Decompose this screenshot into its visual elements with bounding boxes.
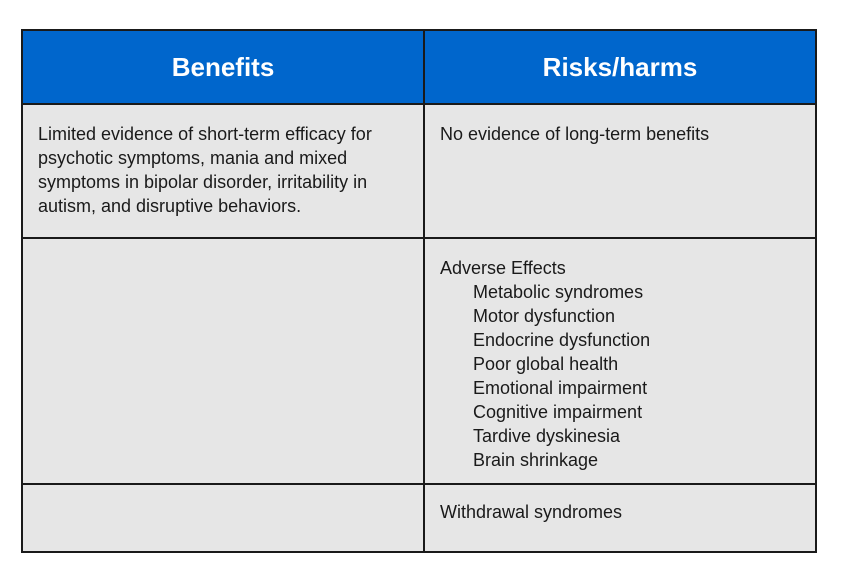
list-item: Tardive dyskinesia: [473, 426, 621, 446]
list-item: Endocrine dysfunction: [473, 330, 651, 350]
benefits-cell: [22, 484, 424, 552]
list-item: Emotional impairment: [473, 378, 648, 398]
list-item: Poor global health: [473, 354, 619, 374]
table-row: [22, 484, 816, 552]
adverse-effects-title: Adverse Effects: [440, 258, 566, 278]
list-item: Motor dysfunction: [473, 306, 616, 326]
table-row: [22, 238, 816, 484]
benefits-risks-table: [21, 29, 817, 553]
benefits-cell: [22, 238, 424, 484]
benefits-cell: Limited evidence of short-term efficacy for psychotic symptoms, mania and mixed symptoms in bipolar disorder, irritability in autism, and disruptive behaviors.: [22, 104, 424, 238]
risks-cell: No evidence of long-term benefits: [424, 104, 816, 238]
list-item: Metabolic syndromes: [473, 282, 644, 302]
list-item: Brain shrinkage: [473, 450, 599, 470]
header-row: [22, 30, 816, 104]
benefits-header: Benefits: [22, 30, 424, 104]
risks-cell: Withdrawal syndromes: [424, 484, 816, 552]
adverse-effects-list: [440, 280, 801, 472]
risks-header: Risks/harms: [424, 30, 816, 104]
table-row: [22, 104, 816, 238]
risks-cell: [424, 238, 816, 484]
list-item: Cognitive impairment: [473, 402, 643, 422]
